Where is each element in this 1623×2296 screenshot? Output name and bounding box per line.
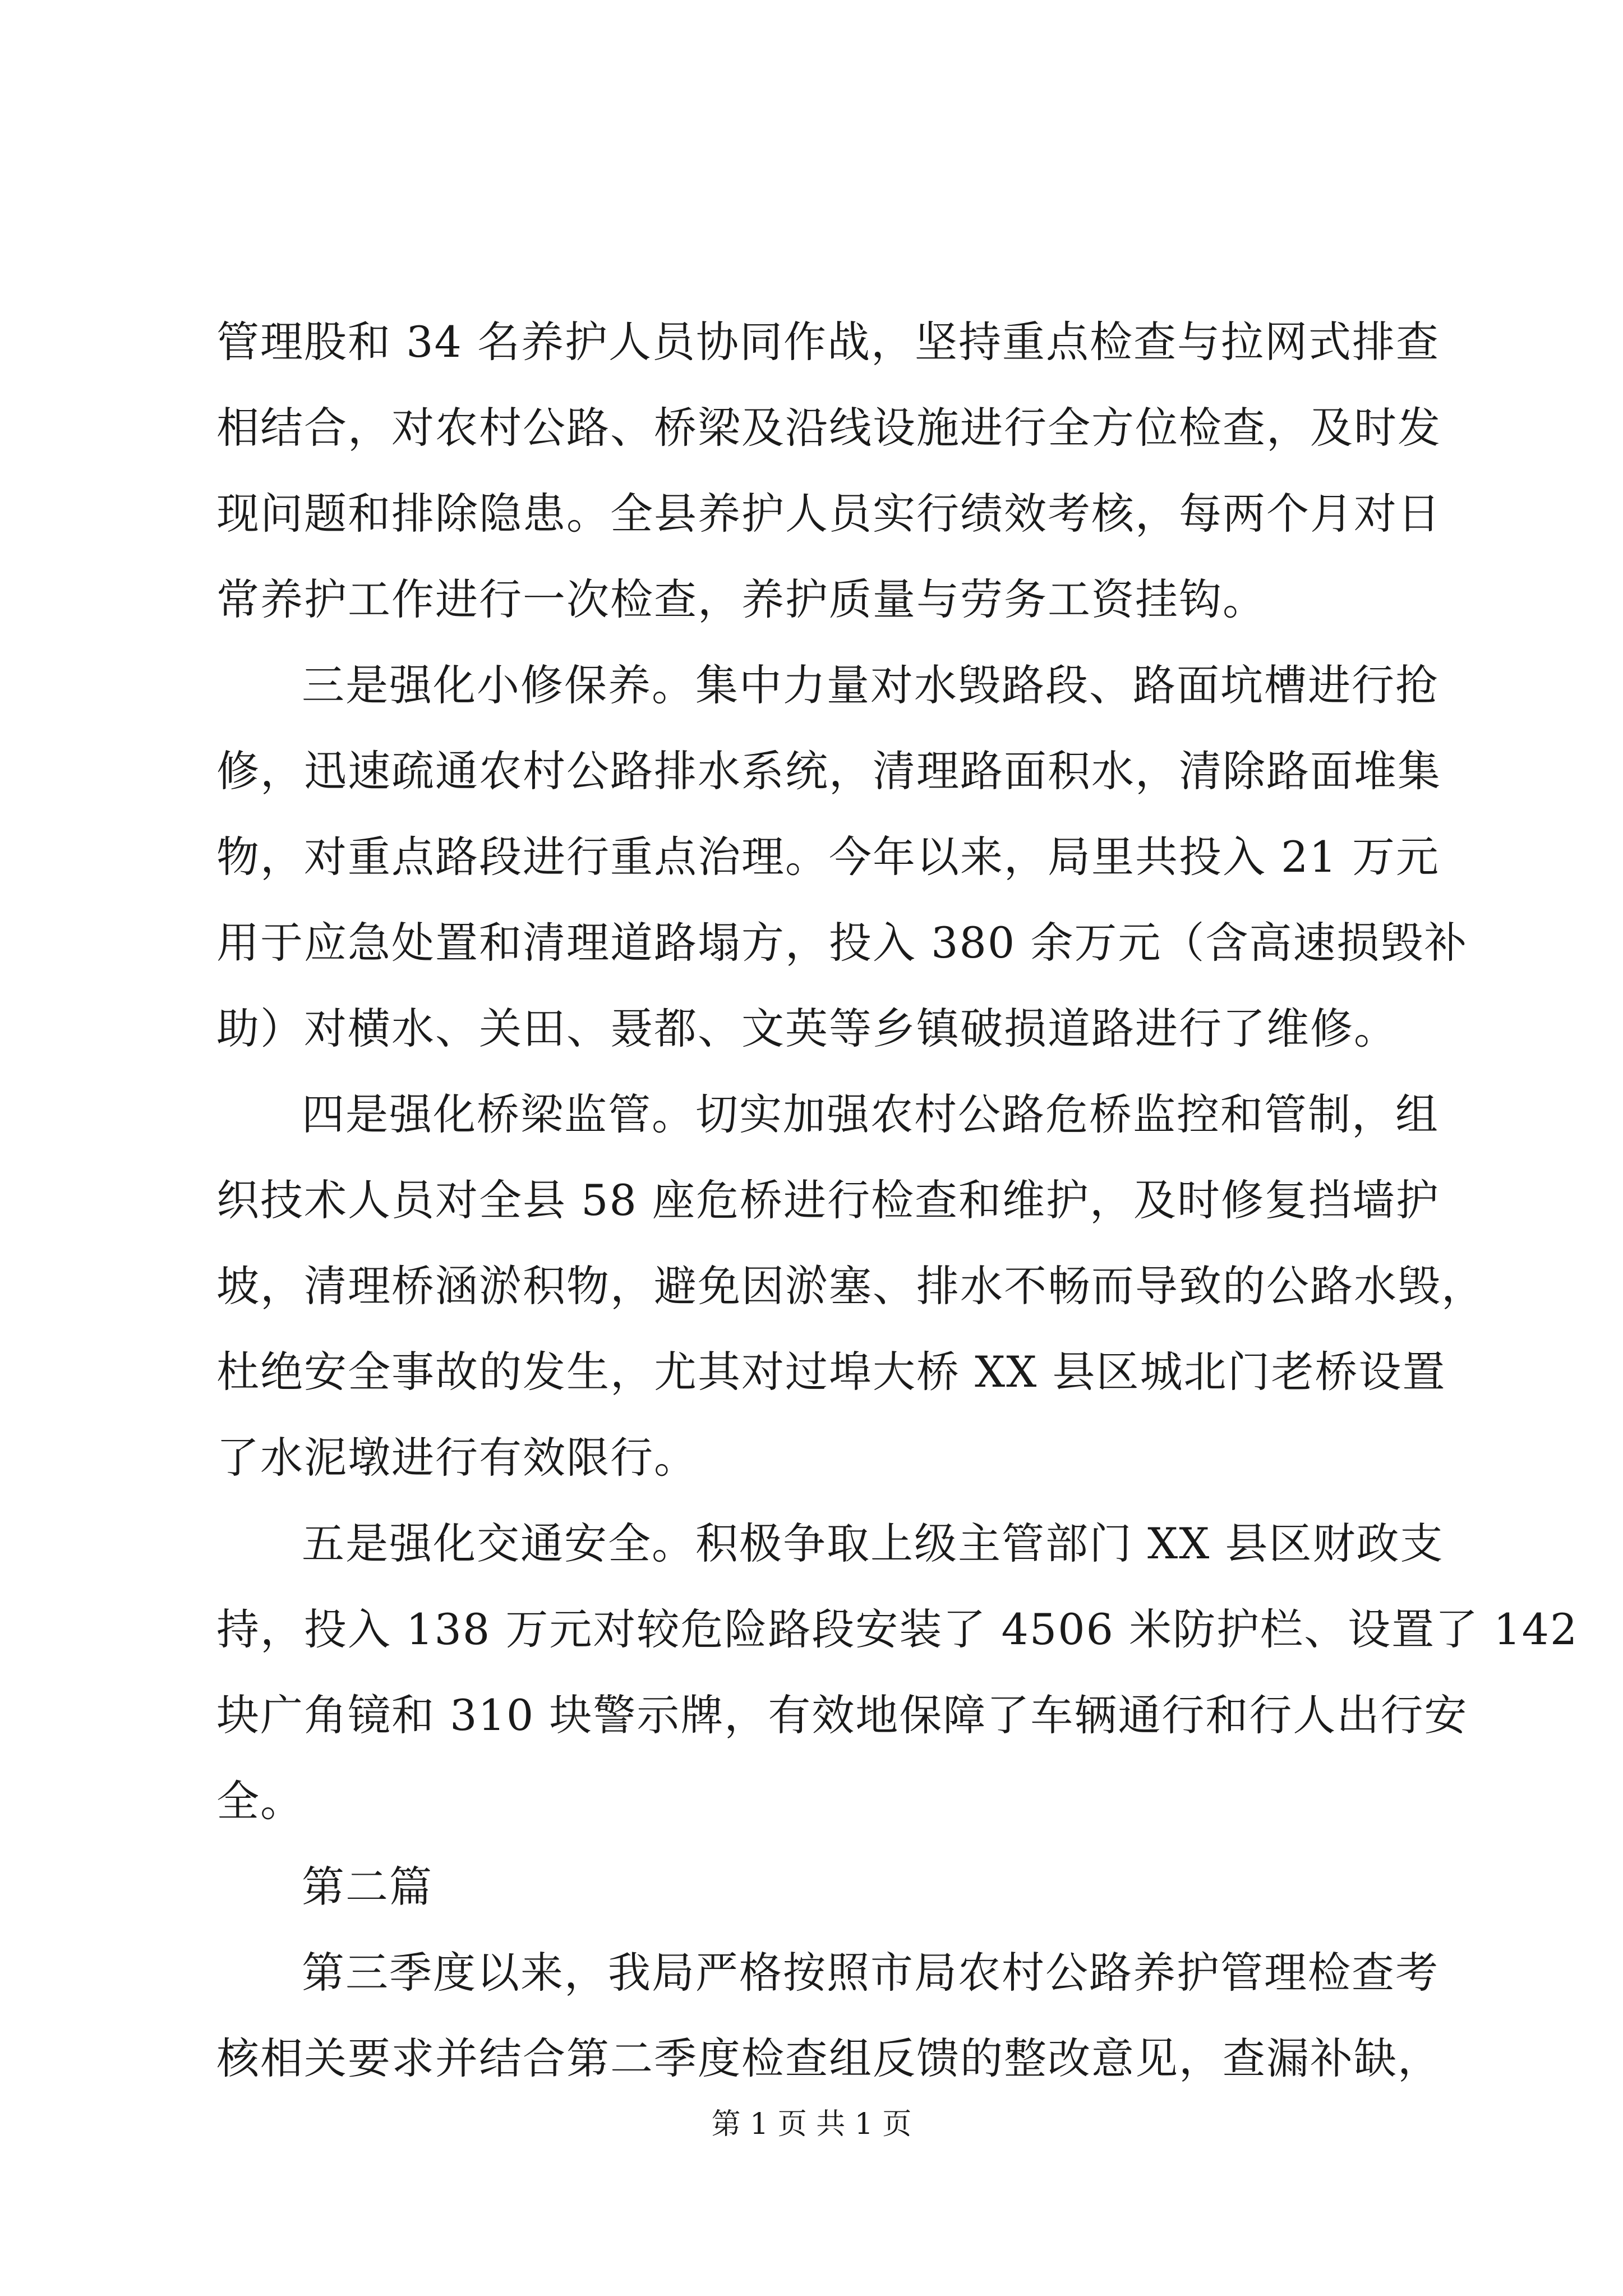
- text-line: 常养护工作进行一次检查，养护质量与劳务工资挂钩。: [216, 574, 1266, 624]
- text-line: 了水泥墩进行有效限行。: [216, 1433, 698, 1483]
- text-line: 相结合，对农村公路、桥梁及沿线设施进行全方位检查，及时发: [216, 403, 1441, 453]
- text-line: 助）对横水、关田、聂都、文英等乡镇破损道路进行了维修。: [216, 1004, 1398, 1053]
- paragraph-start-line: 五是强化交通安全。积极争取上级主管部门 XX 县区财政支: [302, 1519, 1444, 1568]
- text-line: 块广角镜和 310 块警示牌，有效地保障了车辆通行和行人出行安: [216, 1690, 1468, 1740]
- text-line: 现问题和排除隐患。全县养护人员实行绩效考核，每两个月对日: [216, 489, 1441, 539]
- section-heading: 第二篇: [302, 1862, 433, 1912]
- text-line: 杜绝安全事故的发生，尤其对过埠大桥 XX 县区城北门老桥设置: [216, 1347, 1446, 1397]
- text-line: 织技术人员对全县 58 座危桥进行检查和维护，及时修复挡墙护: [216, 1175, 1440, 1225]
- paragraph-start-line: 四是强化桥梁监管。切实加强农村公路危桥监控和管制，组: [302, 1089, 1439, 1139]
- text-line: 修，迅速疏通农村公路排水系统，清理路面积水，清除路面堆集: [216, 746, 1441, 796]
- text-line: 持，投入 138 万元对较危险路段安装了 4506 米防护栏、设置了 142: [216, 1604, 1579, 1654]
- text-line: 全。: [216, 1776, 304, 1826]
- text-line: 用于应急处置和清理道路塌方，投入 380 余万元（含高速损毁补: [216, 918, 1468, 968]
- text-line: 核相关要求并结合第二季度检查组反馈的整改意见，查漏补缺，: [216, 2033, 1441, 2083]
- text-line: 物，对重点路段进行重点治理。今年以来，局里共投入 21 万元: [216, 832, 1440, 882]
- paragraph-start-line: 第三季度以来，我局严格按照市局农村公路养护管理检查考: [302, 1948, 1439, 1998]
- text-line: 坡，清理桥涵淤积物，避免因淤塞、排水不畅而导致的公路水毁，: [216, 1261, 1485, 1311]
- page-number-footer: 第 1 页 共 1 页: [711, 2108, 912, 2141]
- text-line: 管理股和 34 名养护人员协同作战，坚持重点检查与拉网式排查: [216, 317, 1440, 367]
- paragraph-start-line: 三是强化小修保养。集中力量对水毁路段、路面坑槽进行抢: [302, 660, 1439, 710]
